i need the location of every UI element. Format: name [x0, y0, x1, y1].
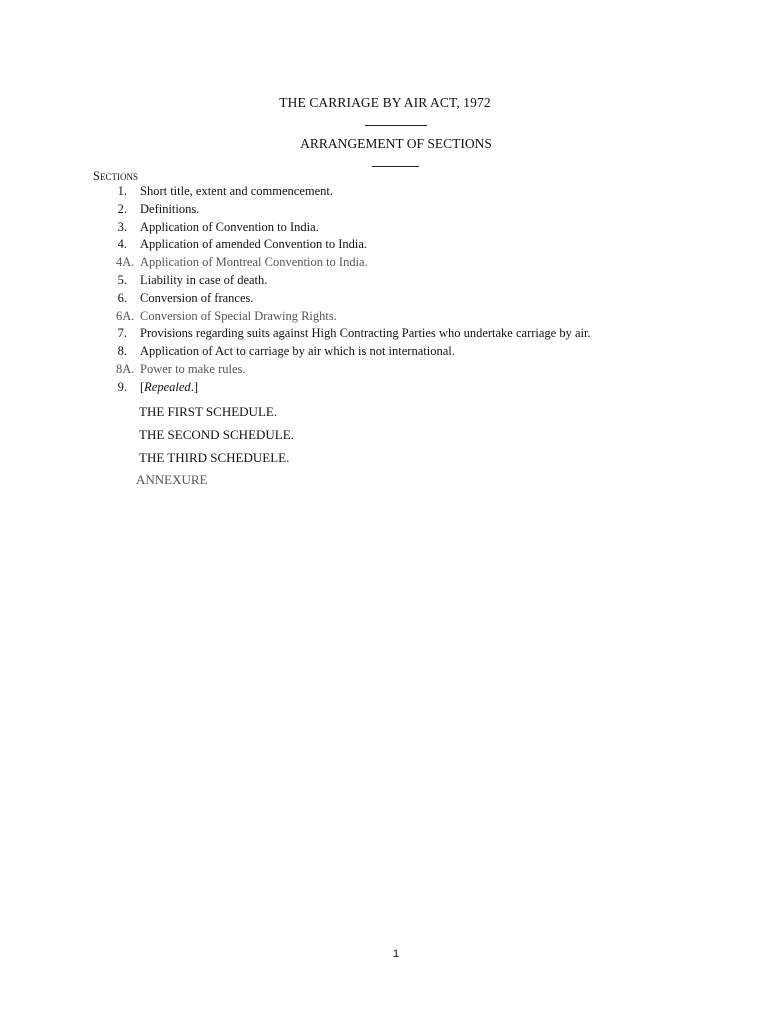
title-divider — [365, 125, 427, 126]
section-number: 9. — [117, 379, 127, 394]
schedule-item: THE THIRD SCHEDUELE. — [139, 449, 290, 465]
section-title: Application of Convention to India. — [140, 219, 319, 234]
section-title: Definitions. — [140, 201, 200, 216]
section-number: 8. — [117, 344, 127, 359]
section-title: Power to make rules. — [140, 361, 246, 376]
section-title: Conversion of Special Drawing Rights. — [140, 308, 337, 323]
section-title — [140, 380, 198, 395]
section-number: 8A. — [116, 361, 135, 376]
schedule-item: THE FIRST SCHEDULE. — [139, 404, 278, 419]
act-title: THE CARRIAGE BY AIR ACT, 1972 — [279, 95, 491, 110]
section-number: 5. — [117, 272, 127, 287]
section-number: 1. — [117, 184, 127, 198]
section-title: Short title, extent and commencement. — [140, 184, 333, 198]
section-title: Conversion of frances. — [140, 290, 254, 305]
section-number: 4A. — [116, 255, 135, 270]
repealed-open-bracket: [ — [140, 379, 145, 394]
annexure-label: ANNEXURE — [136, 472, 208, 487]
section-number: 7. — [117, 326, 127, 341]
repealed-label: Repealed — [144, 379, 191, 394]
section-title: Application of amended Convention to India. — [140, 237, 368, 252]
repealed-close-bracket: .] — [190, 379, 198, 394]
sections-label: Sections — [93, 169, 138, 183]
section-number: 2. — [117, 201, 127, 216]
section-number: 3. — [117, 219, 127, 234]
section-number: 6. — [117, 290, 127, 305]
section-number: 6A. — [116, 308, 135, 323]
section-title: Application of Act to carriage by air which is not international. — [140, 344, 455, 359]
section-number: 4. — [117, 237, 127, 252]
page-number: 1 — [392, 948, 400, 960]
arrangement-heading: ARRANGEMENT OF SECTIONS — [300, 136, 492, 151]
section-title: Liability in case of death. — [140, 272, 268, 287]
heading-divider — [372, 166, 419, 167]
section-title: Provisions regarding suits against High Contracting Parties who undertake carriage by air. — [140, 326, 591, 341]
schedule-item: THE SECOND SCHEDULE. — [139, 426, 294, 442]
section-title: Application of Montreal Convention to India. — [140, 255, 368, 270]
schedules-list — [139, 404, 294, 472]
